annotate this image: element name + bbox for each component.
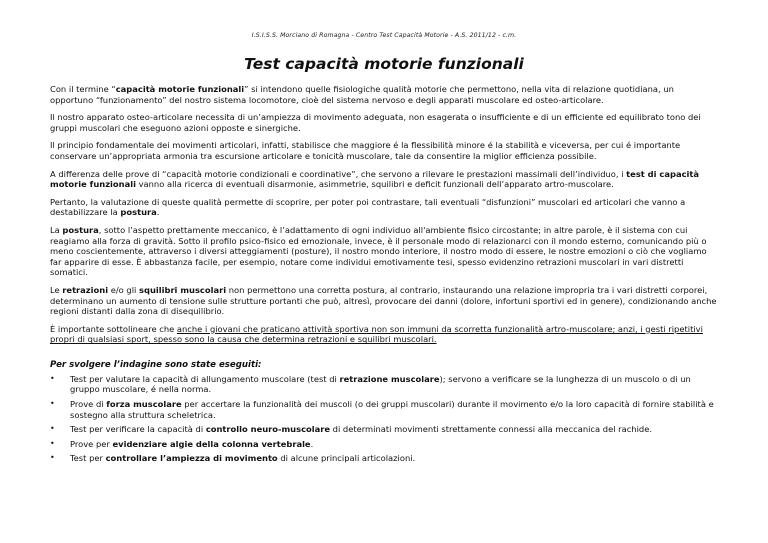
bold-term: capacità motorie funzionali bbox=[115, 84, 245, 94]
bullet-icon: • bbox=[50, 424, 55, 434]
section-title: Per svolgere l’indagine sono state eseguiti: bbox=[50, 359, 262, 370]
text: Pertanto, la valutazione di queste qualità permette di scoprire, per poter poi contrastare, tali eventuali “disfunzioni” muscolari ed articolari che vanno a destabilizzare la bbox=[50, 196, 686, 218]
text: di determinati movimenti strettamente connessi alla meccanica del rachide. bbox=[330, 424, 652, 435]
text: di alcune principali articolazioni. bbox=[277, 453, 416, 464]
bold-term: controllare l’ampiezza di movimento bbox=[105, 453, 278, 464]
text: Le bbox=[50, 284, 63, 295]
text: Con il termine “ bbox=[50, 84, 116, 94]
text: È importante sottolineare che bbox=[50, 323, 177, 334]
paragraph-8 bbox=[50, 324, 718, 345]
text: per accertare la funzionalità dei muscoli (o dei gruppi muscolari) durante il movimento e/o la loro capacità di fornire stabilità e sostegno alla struttura scheletrica. bbox=[70, 399, 714, 420]
list-item bbox=[50, 453, 718, 464]
text: Prove di bbox=[70, 399, 107, 410]
list-item bbox=[50, 424, 718, 435]
paragraph-7 bbox=[50, 285, 718, 317]
text: vanno alla ricerca di eventuali disarmonie, asimmetrie, squilibri e deficit funzionali dell’apparato artro-muscolare. bbox=[135, 179, 614, 190]
text: Test per bbox=[70, 453, 106, 464]
text: , sotto l’aspetto prettamente meccanico, è l’adattamento di ogni individuo all'ambiente fisico circostante; in altre parole, è il sistema con cui reagiamo alla forza di gravità. Sotto il profilo psico-fisico ed emozionale, invece, è il personale modo di relazionarci con il mondo esterno, comunicando più o meno coscientemente, attraverso i diversi atteggiamenti (posture), il nostro mondo interiore, il nostro modo di essere, le nostre emozioni o ciò che vogliamo far apparire di esse. È abbastanza facile, per esempio, notare come individui emotivamente tesi, spesso evidenzino retrazioni muscolari in vari distretti somatici. bbox=[50, 224, 707, 278]
text: Test per valutare la capacità di allungamento muscolare (test di bbox=[70, 373, 340, 384]
text: . bbox=[156, 207, 160, 218]
bold-term: squilibri muscolari bbox=[139, 284, 227, 295]
bullet-icon: • bbox=[50, 453, 55, 463]
text: Prove per bbox=[70, 438, 113, 449]
bold-term: retrazioni bbox=[62, 284, 109, 295]
list-item bbox=[50, 374, 718, 395]
paragraph-2: Il nostro apparato osteo-articolare necessita di un’ampiezza di movimento adeguata, non esagerata o insufficiente e di un efficiente ed equilibrato tono dei gruppi muscolari che eseguono azioni opposte e sinergiche. bbox=[50, 112, 701, 133]
text: e/o gli bbox=[108, 284, 140, 295]
list-item bbox=[50, 399, 718, 420]
paragraph-4 bbox=[50, 169, 718, 190]
list-item bbox=[50, 439, 718, 450]
paragraph-5 bbox=[50, 197, 718, 218]
bold-term: postura bbox=[120, 207, 157, 218]
paragraph-1 bbox=[50, 84, 718, 105]
bold-term: forza muscolare bbox=[106, 399, 182, 410]
paragraph-6 bbox=[50, 225, 718, 278]
text: La bbox=[50, 224, 63, 235]
test-list bbox=[50, 374, 718, 464]
bullet-icon: • bbox=[50, 438, 55, 448]
text: ” si intendono quelle fisiologiche qualità motorie che permettono, nella vita di relazione quotidiana, un opportuno “funzionamento” del nostro sistema locomotore, cioè del sistema nervoso e degli apparati muscolare ed osteo-articolare. bbox=[50, 84, 674, 105]
bold-term: retrazione muscolare bbox=[339, 373, 440, 384]
page-header: I.S.I.S.S. Morciano di Romagna - Centro Test Capacità Motorie - A.S. 2011/12 - c.m. bbox=[251, 32, 517, 39]
text: ); servono a verificare se la lunghezza di un muscolo o di un gruppo muscolare, é nella norma. bbox=[70, 373, 691, 395]
bold-term: postura bbox=[62, 224, 99, 235]
underlined-text: anche i giovani che praticano attività sportiva non son immuni da scorretta funzionalità artro-muscolare; anzi, i gesti ripetitivi propri di qualsiasi sport, spesso sono la causa che determina retrazioni e squilibri muscolari. bbox=[50, 323, 703, 345]
paragraph-3: Il principio fondamentale dei movimenti articolari, infatti, stabilisce che maggiore é la flessibilità minore é la stabilità e viceversa, per cui é importante conservare un’appropriata armonia tra escursione articolare e tonicità muscolare, tale da consentire la miglior efficienza possibile. bbox=[50, 140, 681, 161]
document-title: Test capacità motorie funzionali bbox=[244, 55, 524, 73]
bullet-icon: • bbox=[50, 399, 55, 409]
bold-term: test di capacità motorie funzionali bbox=[50, 168, 700, 190]
text: non permettono una corretta postura, al contrario, instaurando una relazione impropria tra i vari distretti corporei, determinano un aumento di tensione sulle strutture portanti che può, altresì, provocare dei danni (dolore, infortuni sportivi ed in genere), condizionando anche regioni distanti dalla zona di disequilibrio. bbox=[50, 284, 717, 317]
text: A differenza delle prove di “capacità motorie condizionali e coordinative”, che servono a rilevare le prestazioni massimali dell’individuo, i bbox=[50, 168, 627, 179]
text: Test per verificare la capacità di bbox=[70, 424, 206, 435]
bold-term: controllo neuro-muscolare bbox=[205, 424, 331, 435]
bullet-icon: • bbox=[50, 373, 55, 383]
text: . bbox=[310, 438, 314, 449]
bold-term: evidenziare algie della colonna vertebrale bbox=[112, 438, 311, 449]
